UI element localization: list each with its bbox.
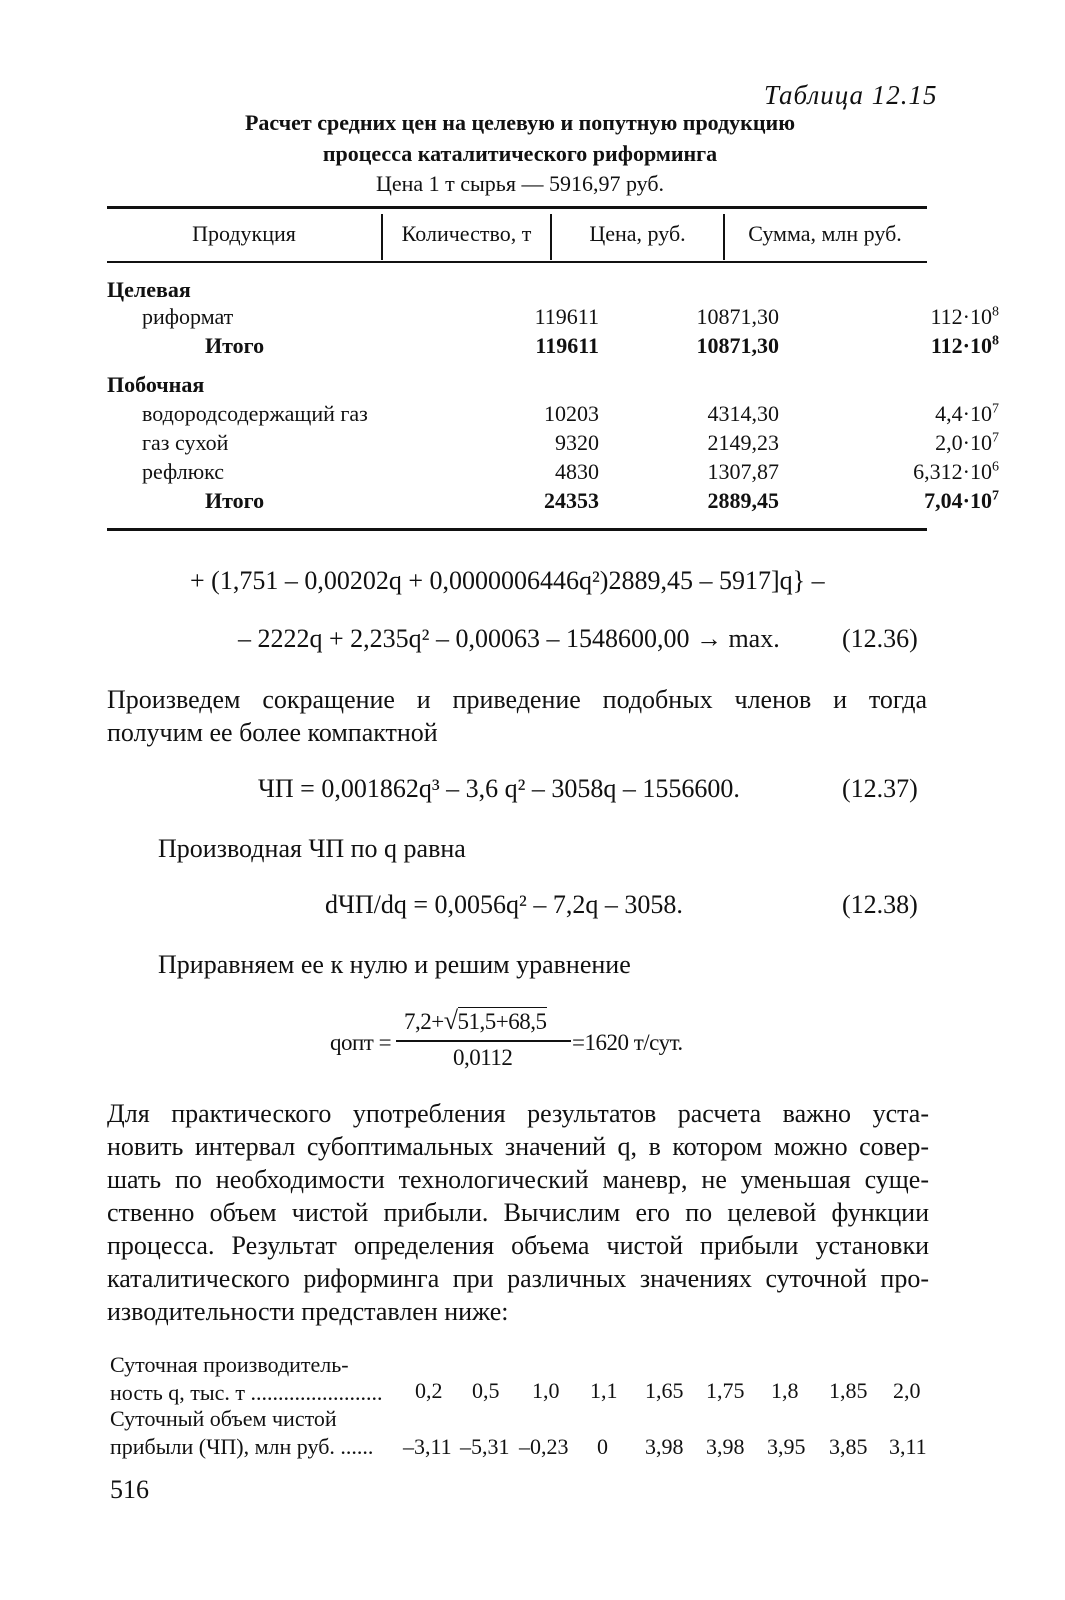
qopt-lhs: qопт =	[330, 1030, 392, 1055]
equation-number-12-36: (12.36)	[842, 624, 918, 653]
page-number: 516	[110, 1475, 149, 1504]
footer-row1-value: 1,75	[706, 1378, 745, 1403]
table-caption: Таблица 12.15	[764, 80, 938, 110]
row-name: риформат	[142, 304, 234, 329]
header-product: Продукция	[192, 221, 296, 246]
row-price: 2889,45	[707, 488, 779, 513]
footer-row1-value: 1,1	[590, 1378, 618, 1403]
header-price: Цена, руб.	[589, 221, 686, 246]
footer-row2-label-b: прибыли (ЧП), млн руб. ......	[110, 1434, 374, 1459]
qopt-denominator: 0,0112	[453, 1045, 513, 1070]
paragraph-4-line-5: процесса. Результат определения объема чистой прибыли установки	[107, 1231, 929, 1260]
paragraph-3: Приравняем ее к нулю и решим уравнение	[158, 950, 631, 979]
paragraph-4-line-6: каталитического риформинга при различных значениях суточной про-	[107, 1264, 929, 1293]
row-price: 1307,87	[707, 459, 779, 484]
row-qty: 24353	[544, 488, 599, 513]
header-sum: Сумма, млн руб.	[748, 221, 902, 246]
equation-number-12-38: (12.38)	[842, 890, 918, 919]
footer-row2-value: –3,11	[403, 1434, 452, 1459]
paragraph-4-line-4: ственно объем чистой прибыли. Вычислим его по целевой функции	[107, 1198, 929, 1227]
table-subtitle: Цена 1 т сырья — 5916,97 руб.	[375, 171, 665, 196]
paragraph-1-line-1: Произведем сокращение и приведение подобных членов и тогда	[107, 685, 927, 714]
table-row-total	[107, 331, 999, 361]
row-sum: $112\cdot 10^8$	[930, 304, 999, 329]
footer-row1-value: 0,2	[415, 1378, 443, 1403]
equation-12-38: dЧП/dq = 0,0056q² – 7,2q – 3058.	[325, 890, 683, 919]
row-price: 10871,30	[696, 304, 779, 329]
footer-row2-value: –5,31	[460, 1434, 510, 1459]
footer-row1-value: 1,8	[771, 1378, 799, 1403]
row-qty: 9320	[555, 430, 599, 455]
equation-12-36: – 2222q + 2,235q² – 0,00063 – 1548600,00 → max.	[238, 624, 780, 653]
footer-row2-value: 3,98	[645, 1434, 684, 1459]
table-title-line1: Расчет средних цен на целевую и попутную продукцию	[244, 110, 796, 135]
paragraph-4-line-1: Для практического употребления результатов расчета важно уста-	[107, 1099, 929, 1128]
equation-12-37: ЧП = 0,001862q³ – 3,6 q² – 3058q – 1556600.	[258, 774, 740, 803]
footer-row2-value: 3,98	[706, 1434, 745, 1459]
paragraph-4-line-7: изводительности представлен ниже:	[107, 1297, 509, 1326]
footer-row2-value: 3,11	[889, 1434, 927, 1459]
group-label-side: Побочная	[107, 372, 205, 397]
row-sum: $4,4\cdot 10^7$	[935, 401, 999, 426]
table-bottom-rule	[107, 528, 927, 531]
footer-row1-value: 1,85	[829, 1378, 868, 1403]
row-name: водородсодержащий газ	[142, 401, 368, 426]
footer-row1-value: 1,65	[645, 1378, 684, 1403]
paragraph-1-line-2: получим ее более компактной	[107, 718, 438, 747]
footer-row2-value: 0	[597, 1434, 608, 1459]
row-sum: $2,0\cdot 10^7$	[935, 430, 999, 455]
row-qty: 10203	[544, 401, 599, 426]
row-price: 10871,30	[696, 333, 779, 358]
row-name: Итого	[205, 488, 265, 513]
table-title-line2: процесса каталитического риформинга	[322, 141, 718, 166]
table-row	[107, 399, 999, 429]
fraction-bar	[396, 1040, 571, 1042]
row-qty: 4830	[555, 459, 599, 484]
table-header-rule	[107, 261, 927, 263]
qopt-rhs: =1620 т/сут.	[572, 1030, 683, 1055]
footer-row1-value: 1,0	[532, 1378, 560, 1403]
paragraph-2: Производная ЧП по q равна	[158, 834, 466, 863]
row-name: Итого	[205, 333, 265, 358]
qopt-numerator: 7,2+√51,5+68,5	[404, 1006, 547, 1035]
row-name: рефлюкс	[142, 459, 225, 484]
paragraph-4-line-3: шать по необходимости технологический маневр, не уменьшая суще-	[107, 1165, 929, 1194]
header-quantity: Количество, т	[401, 221, 532, 246]
row-price: 4314,30	[707, 401, 779, 426]
table-row	[107, 457, 999, 487]
row-sum: $112\cdot 10^8$	[930, 333, 999, 358]
footer-row2-value: –0,23	[519, 1434, 569, 1459]
equation-number-12-37: (12.37)	[842, 774, 918, 803]
footer-row2-value: 3,85	[829, 1434, 868, 1459]
paragraph-4-line-2: новить интервал субоптимальных значений q, в котором можно совер-	[107, 1132, 929, 1161]
footer-row1-label-b: ность q, тыс. т ........................	[110, 1380, 383, 1405]
footer-row2-value: 3,95	[767, 1434, 806, 1459]
footer-row1-value: 0,5	[472, 1378, 500, 1403]
row-sum: $6,312\cdot 10^6$	[913, 459, 999, 484]
row-sum: $7,04\cdot 10^7$	[924, 488, 999, 513]
table-row	[107, 302, 999, 332]
sqrt-icon: √	[443, 1006, 458, 1035]
table-row-total	[107, 486, 999, 516]
row-price: 2149,23	[707, 430, 779, 455]
row-name: газ сухой	[142, 430, 229, 455]
group-label-target: Целевая	[107, 277, 191, 302]
table-row	[107, 428, 999, 458]
table-top-rule	[107, 206, 927, 209]
equation-continuation: + (1,751 – 0,00202q + 0,0000006446q²)2889,45 – 5917]q} –	[190, 566, 825, 595]
row-qty: 119611	[535, 333, 599, 358]
row-qty: 119611	[534, 304, 599, 329]
footer-row2-label-a: Суточный объем чистой	[110, 1406, 337, 1431]
footer-row1-value: 2,0	[893, 1378, 921, 1403]
footer-row1-label-a: Суточная производитель-	[110, 1352, 349, 1377]
